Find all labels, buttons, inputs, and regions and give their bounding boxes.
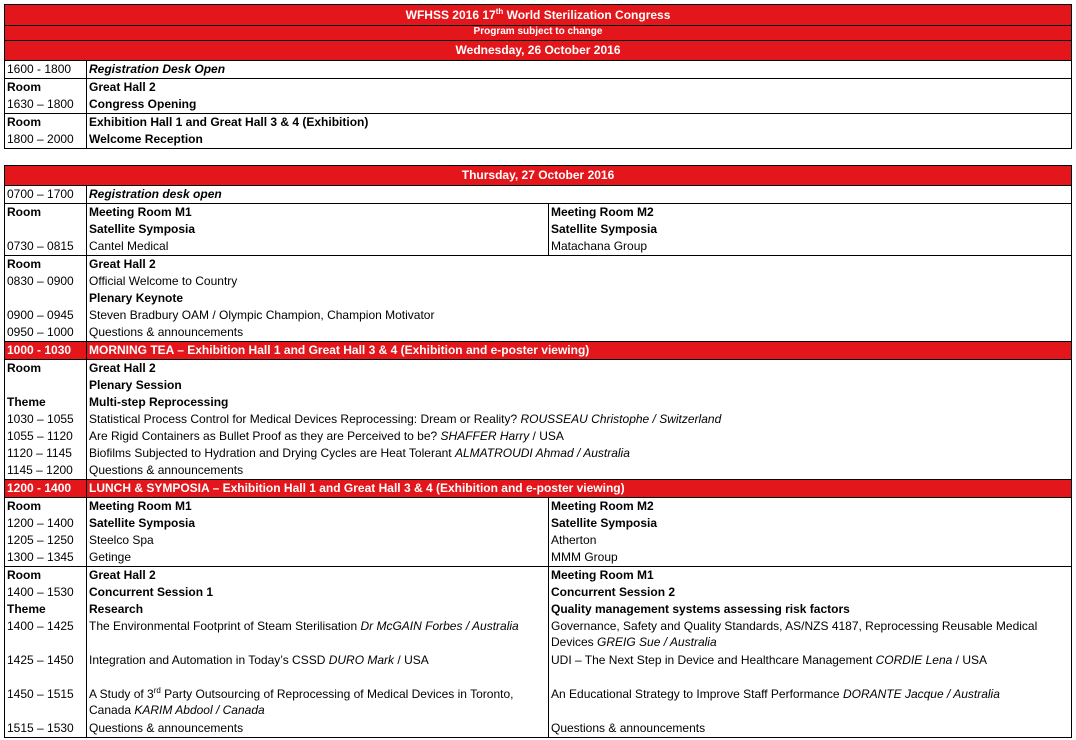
schedule-row bbox=[5, 256, 1072, 274]
event-cell: Registration desk open bbox=[87, 186, 1072, 204]
presenter: CORDIE Lena bbox=[875, 653, 953, 667]
schedule-row bbox=[5, 79, 1072, 97]
schedule-row bbox=[5, 618, 1072, 652]
schedule-row bbox=[5, 61, 1072, 79]
session-type: Satellite Symposia bbox=[87, 515, 549, 532]
time-cell: 1400 – 1530 bbox=[5, 584, 87, 601]
event-cell: Official Welcome to Country bbox=[87, 273, 1072, 290]
break-text: LUNCH & SYMPOSIA – Exhibition Hall 1 and Great Hall 3 & 4 (Exhibition and e-poster viewing) bbox=[87, 480, 1072, 498]
schedule-row bbox=[5, 532, 1072, 549]
schedule-row bbox=[5, 498, 1072, 516]
theme-name: Multi-step Reprocessing bbox=[87, 394, 1072, 411]
event-cell: Questions & announcements bbox=[87, 720, 549, 738]
presentation-cell bbox=[87, 411, 1072, 428]
time-cell: 0830 – 0900 bbox=[5, 273, 87, 290]
theme-label: Theme bbox=[5, 601, 87, 618]
sponsor-name: Cantel Medical bbox=[87, 238, 549, 256]
wednesday-program-table bbox=[4, 4, 1072, 149]
break-text: MORNING TEA – Exhibition Hall 1 and Great Hall 3 & 4 (Exhibition and e-poster viewing) bbox=[87, 342, 1072, 360]
room-name: Meeting Room M1 bbox=[87, 498, 549, 516]
schedule-row bbox=[5, 114, 1072, 132]
congress-title-row bbox=[5, 5, 1072, 26]
schedule-row bbox=[5, 720, 1072, 738]
day-header-wednesday: Wednesday, 26 October 2016 bbox=[5, 41, 1072, 61]
time-cell: 1055 – 1120 bbox=[5, 428, 87, 445]
room-label: Room bbox=[5, 79, 87, 97]
presenter-country: / USA bbox=[952, 653, 988, 667]
schedule-row bbox=[5, 273, 1072, 290]
time-cell: 1630 – 1800 bbox=[5, 96, 87, 114]
presenter: DURO Mark bbox=[328, 653, 395, 667]
presentation-title: Party Outsourcing of Reprocessing of Medical Devices in Toronto, Canada bbox=[89, 687, 514, 717]
event-cell: Registration Desk Open bbox=[87, 61, 1072, 79]
time-cell: 1200 – 1400 bbox=[5, 515, 87, 532]
event-cell: Steven Bradbury OAM / Olympic Champion, Champion Motivator bbox=[87, 307, 1072, 324]
thursday-program-table bbox=[4, 165, 1072, 738]
sponsor-name: Matachana Group bbox=[549, 238, 1072, 256]
room-name: Great Hall 2 bbox=[87, 79, 1072, 97]
day-header-row bbox=[5, 166, 1072, 186]
presentation-title: Biofilms Subjected to Hydration and Drying Cycles are Heat Tolerant bbox=[89, 446, 455, 460]
session-type: Satellite Symposia bbox=[87, 221, 549, 238]
room-label: Room bbox=[5, 498, 87, 516]
room-name: Great Hall 2 bbox=[87, 360, 1072, 378]
time-cell: 1030 – 1055 bbox=[5, 411, 87, 428]
schedule-row bbox=[5, 584, 1072, 601]
schedule-row bbox=[5, 186, 1072, 204]
subtitle-row bbox=[5, 26, 1072, 41]
break-row bbox=[5, 480, 1072, 498]
theme-label: Theme bbox=[5, 394, 87, 411]
schedule-row bbox=[5, 238, 1072, 256]
room-name: Meeting Room M2 bbox=[549, 204, 1072, 222]
event-cell: Questions & announcements bbox=[87, 462, 1072, 480]
presenter-country: / USA bbox=[394, 653, 429, 667]
presenter: GREIG Sue / Australia bbox=[597, 635, 717, 649]
schedule-row bbox=[5, 428, 1072, 445]
room-name: Great Hall 2 bbox=[87, 567, 549, 585]
time-cell: 1145 – 1200 bbox=[5, 462, 87, 480]
presentation-title: Integration and Automation in Today’s CSSD bbox=[89, 653, 329, 667]
sponsor-name: Getinge bbox=[87, 549, 549, 567]
room-label: Room bbox=[5, 360, 87, 378]
presentation-title: Governance, Safety and Quality Standards, AS/NZS 4187, Reprocessing Reusable Medical Devices bbox=[551, 619, 1038, 649]
program-subtitle: Program subject to change bbox=[5, 26, 1072, 41]
time-cell: 1300 – 1345 bbox=[5, 549, 87, 567]
event-cell: Congress Opening bbox=[87, 96, 1072, 114]
presenter: ROUSSEAU Christophe / Switzerland bbox=[520, 412, 722, 426]
sponsor-name: Steelco Spa bbox=[87, 532, 549, 549]
presenter: Dr McGAIN Forbes / Australia bbox=[360, 619, 519, 633]
break-time: 1000 - 1030 bbox=[5, 342, 87, 360]
time-cell bbox=[5, 221, 87, 238]
schedule-row bbox=[5, 324, 1072, 342]
time-cell: 1800 – 2000 bbox=[5, 131, 87, 149]
room-name: Great Hall 2 bbox=[87, 256, 1072, 274]
schedule-row bbox=[5, 601, 1072, 618]
schedule-row bbox=[5, 290, 1072, 307]
schedule-row bbox=[5, 96, 1072, 114]
presentation-cell bbox=[87, 618, 549, 652]
presentation-cell bbox=[549, 618, 1072, 652]
event-cell: Welcome Reception bbox=[87, 131, 1072, 149]
presentation-cell bbox=[87, 428, 1072, 445]
schedule-row bbox=[5, 394, 1072, 411]
sponsor-name: MMM Group bbox=[549, 549, 1072, 567]
room-name: Meeting Room M1 bbox=[549, 567, 1072, 585]
schedule-row bbox=[5, 307, 1072, 324]
event-cell: Questions & announcements bbox=[549, 720, 1072, 738]
presenter: SHAFFER Harry bbox=[440, 429, 530, 443]
session-type: Concurrent Session 2 bbox=[549, 584, 1072, 601]
session-type: Satellite Symposia bbox=[549, 515, 1072, 532]
presenter: KARIM Abdool / Canada bbox=[134, 703, 265, 717]
room-label: Room bbox=[5, 204, 87, 222]
time-cell bbox=[5, 290, 87, 307]
presenter: DORANTE Jacque / Australia bbox=[842, 687, 1000, 701]
schedule-row bbox=[5, 549, 1072, 567]
theme-name: Quality management systems assessing risk factors bbox=[549, 601, 1072, 618]
time-cell: 1450 – 1515 bbox=[5, 686, 87, 720]
presenter-country: / USA bbox=[529, 429, 564, 443]
schedule-row bbox=[5, 652, 1072, 686]
presentation-title: Are Rigid Containers as Bullet Proof as they are Perceived to be? bbox=[89, 429, 441, 443]
time-cell: 0900 – 0945 bbox=[5, 307, 87, 324]
session-type: Plenary Keynote bbox=[87, 290, 1072, 307]
schedule-row bbox=[5, 445, 1072, 462]
presenter: ALMATROUDI Ahmad / Australia bbox=[454, 446, 630, 460]
room-label: Room bbox=[5, 256, 87, 274]
schedule-row bbox=[5, 567, 1072, 585]
schedule-row bbox=[5, 131, 1072, 149]
day-header-thursday: Thursday, 27 October 2016 bbox=[5, 166, 1072, 186]
session-type: Plenary Session bbox=[87, 377, 1072, 394]
session-type: Concurrent Session 1 bbox=[87, 584, 549, 601]
presentation-title: The Environmental Footprint of Steam Sterilisation bbox=[89, 619, 361, 633]
day-header-row bbox=[5, 41, 1072, 61]
event-cell: Questions & announcements bbox=[87, 324, 1072, 342]
schedule-row bbox=[5, 377, 1072, 394]
congress-title: WFHSS 2016 17th World Sterilization Congress bbox=[5, 5, 1072, 26]
presentation-cell bbox=[549, 686, 1072, 720]
session-type: Satellite Symposia bbox=[549, 221, 1072, 238]
break-row bbox=[5, 342, 1072, 360]
presentation-title: Statistical Process Control for Medical Devices Reprocessing: Dream or Reality? bbox=[89, 412, 521, 426]
presentation-title: A Study of 3 bbox=[89, 687, 154, 701]
time-cell bbox=[5, 377, 87, 394]
time-cell: 0950 – 1000 bbox=[5, 324, 87, 342]
room-label: Room bbox=[5, 114, 87, 132]
time-cell: 1205 – 1250 bbox=[5, 532, 87, 549]
time-cell: 1400 – 1425 bbox=[5, 618, 87, 652]
room-label: Room bbox=[5, 567, 87, 585]
schedule-row bbox=[5, 360, 1072, 378]
room-name: Meeting Room M2 bbox=[549, 498, 1072, 516]
time-cell: 1515 – 1530 bbox=[5, 720, 87, 738]
sponsor-name: Atherton bbox=[549, 532, 1072, 549]
schedule-row bbox=[5, 686, 1072, 720]
theme-name: Research bbox=[87, 601, 549, 618]
break-time: 1200 - 1400 bbox=[5, 480, 87, 498]
schedule-row bbox=[5, 204, 1072, 222]
presentation-title: UDI – The Next Step in Device and Healthcare Management bbox=[551, 653, 876, 667]
room-name: Meeting Room M1 bbox=[87, 204, 549, 222]
superscript: rd bbox=[153, 686, 161, 695]
presentation-title: An Educational Strategy to Improve Staff Performance bbox=[551, 687, 843, 701]
presentation-cell bbox=[87, 445, 1072, 462]
schedule-row bbox=[5, 221, 1072, 238]
presentation-cell bbox=[87, 686, 549, 720]
presentation-cell bbox=[549, 652, 1072, 686]
presentation-cell bbox=[87, 652, 549, 686]
schedule-row bbox=[5, 411, 1072, 428]
time-cell: 0730 – 0815 bbox=[5, 238, 87, 256]
room-name: Exhibition Hall 1 and Great Hall 3 & 4 (Exhibition) bbox=[87, 114, 1072, 132]
time-cell: 1425 – 1450 bbox=[5, 652, 87, 686]
time-cell: 0700 – 1700 bbox=[5, 186, 87, 204]
time-cell: 1600 - 1800 bbox=[5, 61, 87, 79]
schedule-row bbox=[5, 515, 1072, 532]
time-cell: 1120 – 1145 bbox=[5, 445, 87, 462]
schedule-row bbox=[5, 462, 1072, 480]
